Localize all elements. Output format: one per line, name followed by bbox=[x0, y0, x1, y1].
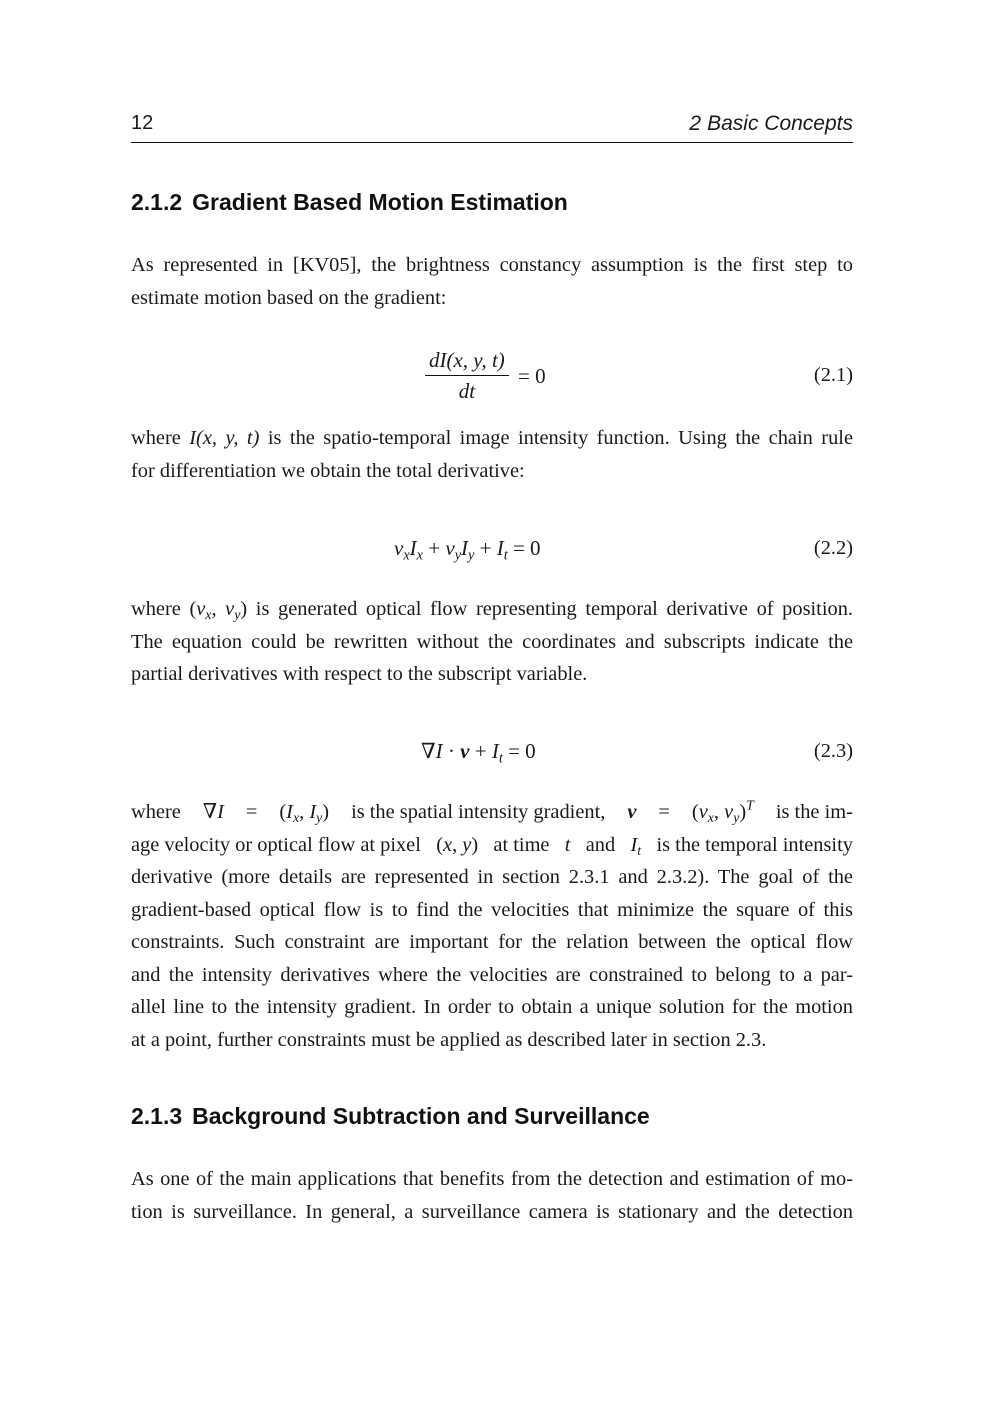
math-inline: ($I_x$, $I_y$) bbox=[279, 801, 330, 827]
paragraph-surveillance bbox=[131, 1163, 853, 1228]
equation-2-1 bbox=[131, 348, 853, 408]
text-line: and the intensity derivatives where the velocities are constrained to belong to a par- bbox=[131, 963, 853, 986]
math-inline: ∇I bbox=[202, 801, 224, 823]
equation-2-3 bbox=[131, 739, 853, 799]
math-inline: t bbox=[564, 833, 571, 856]
text-span: where bbox=[131, 598, 190, 620]
text-span: age velocity or optical flow at pixel bbox=[131, 833, 421, 856]
math-inline: (x, y) bbox=[436, 833, 479, 856]
fraction bbox=[425, 348, 509, 404]
text-span: is the im- bbox=[775, 801, 853, 823]
math-inline: I(x, y, t) bbox=[189, 427, 260, 449]
text-line: at a point, further constraints must be applied as described later in section 2.3. bbox=[131, 1028, 767, 1051]
text-span: is generated optical flow representing temporal derivative of position. bbox=[247, 598, 853, 620]
text-line bbox=[131, 829, 853, 862]
text-line: constraints. Such constraint are important for the relation between the optical flow bbox=[131, 931, 853, 953]
paragraph-optical-flow bbox=[131, 593, 853, 691]
section-title: Background Subtraction and Surveillance bbox=[192, 1103, 650, 1129]
text-line: As represented in [KV05], the brightness constancy assumption is the first step to bbox=[131, 254, 853, 276]
running-header bbox=[131, 112, 853, 143]
text-span: and bbox=[585, 833, 616, 856]
text-line: tion is surveillance. In general, a surveillance camera is stationary and the detection bbox=[131, 1200, 853, 1223]
paragraph-gradient bbox=[131, 796, 853, 1056]
paragraph-intro bbox=[131, 249, 853, 314]
section-heading-2-1-3 bbox=[131, 1103, 650, 1130]
text-line: estimate motion based on the gradient: bbox=[131, 286, 447, 309]
text-span: is the temporal intensity bbox=[656, 833, 853, 856]
math-inline: = bbox=[245, 801, 258, 823]
math-inline: $I_t$ bbox=[630, 833, 642, 859]
equation-body: $v_xI_x + v_yI_y + I_t = 0$ bbox=[394, 536, 541, 564]
page-number: 12 bbox=[131, 112, 154, 134]
text-line bbox=[131, 593, 853, 626]
equation-2-2 bbox=[131, 536, 853, 596]
math-inline: v bbox=[627, 801, 637, 823]
equation-body: $\nabla I \cdot v + I_t = 0$ bbox=[421, 739, 536, 767]
chapter-number: 2 bbox=[689, 112, 702, 135]
text-span: is the spatial intensity gradient, bbox=[351, 801, 606, 823]
equation-number: (2.3) bbox=[813, 740, 853, 762]
text-line: As one of the main applications that benefits from the detection and estimation of mo- bbox=[131, 1168, 853, 1190]
equation-number: (2.2) bbox=[813, 537, 853, 559]
text-span: at time bbox=[493, 833, 550, 856]
text-line: The equation could be rewritten without the coordinates and subscripts indicate the bbox=[131, 630, 853, 653]
text-line: for differentiation we obtain the total derivative: bbox=[131, 459, 525, 482]
text-span: where bbox=[131, 801, 181, 823]
section-number: 2.1.3 bbox=[131, 1103, 183, 1129]
section-number: 2.1.2 bbox=[131, 189, 183, 215]
paragraph-intensity bbox=[131, 422, 853, 487]
fraction-numerator: dI(x, y, t) bbox=[425, 348, 509, 376]
chapter-title bbox=[689, 112, 853, 136]
math-inline: ($v_x$, $v_y$) bbox=[189, 598, 248, 624]
text-line: partial derivatives with respect to the subscript variable. bbox=[131, 663, 588, 685]
math-inline: = bbox=[658, 801, 670, 823]
section-title: Gradient Based Motion Estimation bbox=[192, 189, 568, 215]
text-line: gradient-based optical flow is to find the velocities that minimize the square of this bbox=[131, 898, 853, 921]
text-line: derivative (more details are represented in section 2.3.1 and 2.3.2). The goal of the bbox=[131, 866, 853, 888]
equation-number: (2.1) bbox=[813, 364, 853, 386]
fraction-denominator: dt bbox=[458, 379, 476, 403]
equation-body bbox=[425, 348, 546, 404]
text-span: is the spatio-temporal image intensity function. Using the chain rule bbox=[259, 427, 853, 449]
equation-rhs: = 0 bbox=[518, 363, 546, 388]
text-line bbox=[131, 422, 853, 455]
text-span: where bbox=[131, 427, 190, 449]
chapter-title-text: Basic Concepts bbox=[707, 112, 853, 135]
text-line: allel line to the intensity gradient. In order to obtain a unique solution for the motion bbox=[131, 996, 853, 1018]
section-heading-2-1-2 bbox=[131, 189, 568, 216]
text-line bbox=[131, 796, 853, 829]
math-inline: ($v_x$, $v_y)^T$ bbox=[691, 798, 754, 827]
